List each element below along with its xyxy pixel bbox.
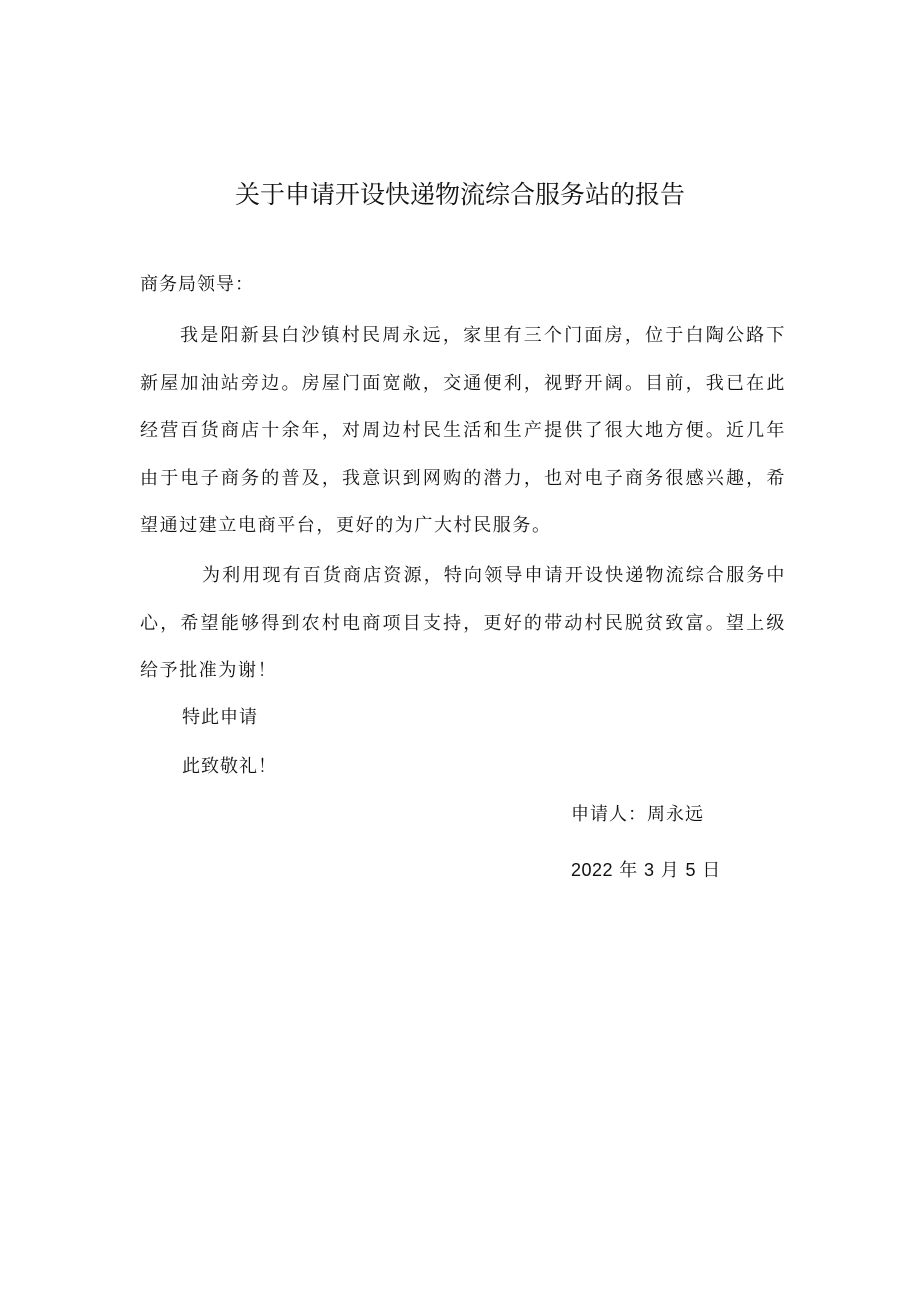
date-year-unit: 年	[619, 860, 638, 881]
closing-salute: 此致敬礼！	[182, 756, 277, 777]
salutation: 商务局领导：	[140, 274, 254, 295]
date-day: 5	[685, 860, 697, 880]
applicant-signature: 申请人：周永远	[571, 804, 704, 825]
body-paragraph-1: 我是阳新县白沙镇村民周永远，家里有三个门面房，位于白陶公路下新屋加油站旁边。房屋门面宽敞，交通便利，视野开阔。目前，我已在此经营百货商店十余年，对周边村民生活和生产提供了很大地方便。近几年由于电子商务的普及，我意识到网购的潜力，也对电子商务很感兴趣，希望通过建立电商平台，更好的为广大村民服务。	[140, 325, 786, 536]
document-title: 关于申请开设快递物流综合服务站的报告	[234, 180, 685, 209]
date-year: 2022	[571, 860, 614, 880]
date-day-unit: 日	[702, 860, 721, 881]
date-month-unit: 月	[660, 860, 680, 881]
closing-request: 特此申请	[182, 707, 258, 728]
body-paragraph-2: 为利用现有百货商店资源，特向领导申请开设快递物流综合服务中心，希望能够得到农村电商项目支持，更好的带动村民脱贫致富。望上级给予批准为谢！	[140, 565, 786, 681]
date-month: 3	[644, 860, 655, 880]
signature-date	[571, 855, 721, 886]
